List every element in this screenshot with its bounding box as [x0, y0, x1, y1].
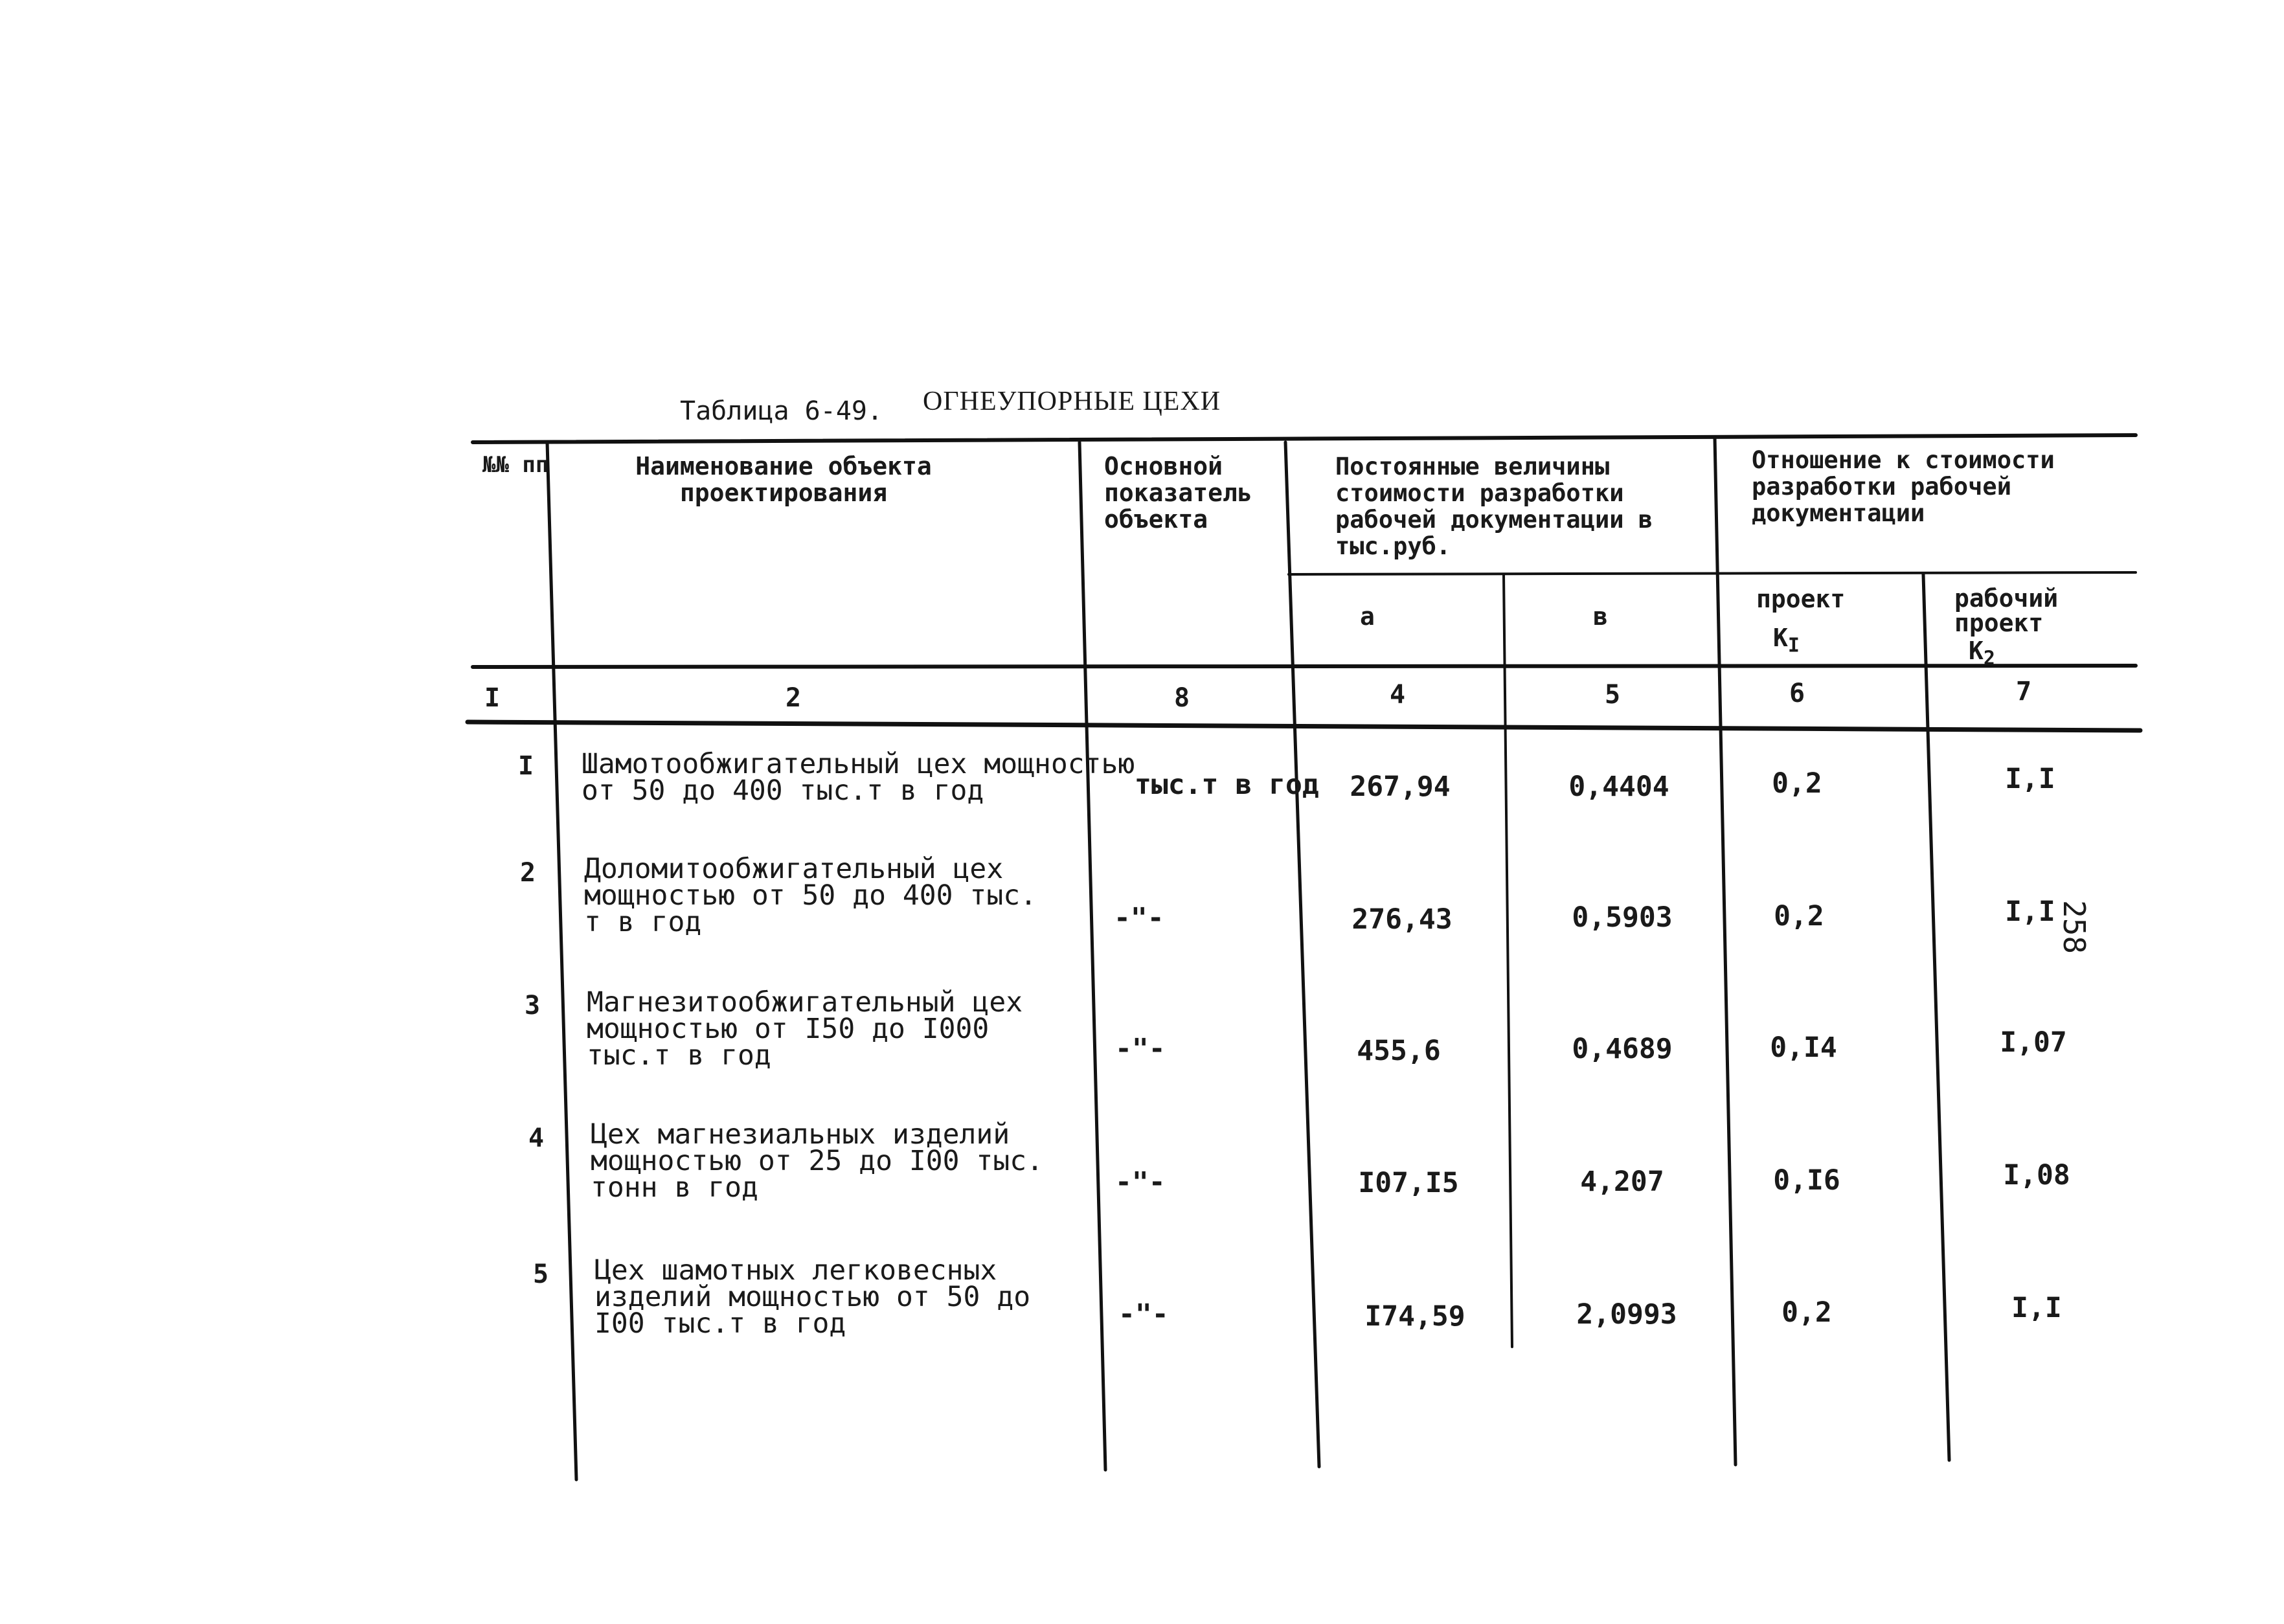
row-3-name-line-2: мощностью от I50 до I000 [587, 1013, 989, 1045]
row-5-value-v: 2,0993 [1576, 1298, 1677, 1331]
row-4-number: 4 [528, 1123, 545, 1153]
table-caption: Таблица 6-49. [680, 396, 883, 426]
row-1-name-line-2: от 50 до 400 тыс.т в год [582, 774, 984, 807]
row-3-value-v: 0,4689 [1572, 1033, 1673, 1065]
row-2-k2: I,I [2005, 896, 2055, 928]
header-k2: $К_2$ [1969, 637, 1995, 670]
column-number-5: 5 [1604, 680, 1621, 710]
row-1-k2: I,I [2005, 763, 2055, 795]
row-3-number: 3 [524, 991, 541, 1021]
row-5-name-line-2: изделий мощностью от 50 до [594, 1281, 1031, 1313]
row-1-indicator: тыс.т в год [1135, 769, 1319, 801]
row-1-value-v: 0,4404 [1568, 771, 1669, 803]
header-k1: $К_I$ [1773, 624, 1800, 657]
row-1-value-a: 267,94 [1350, 771, 1451, 803]
row-5-name-line-1: Цех шамотных легковесных [594, 1254, 997, 1287]
row-3-indicator: -"- [1115, 1033, 1166, 1065]
column-number-1: I [484, 683, 501, 713]
row-5-k1: 0,2 [1781, 1296, 1832, 1329]
row-5-k2: I,I [2011, 1292, 2062, 1324]
row-4-value-v: 4,207 [1580, 1166, 1664, 1198]
row-4-indicator: -"- [1115, 1166, 1166, 1199]
row-2-name-line-1: Доломитообжигательный цех [584, 853, 1004, 885]
header-ratio: Отношение к стоимости разработки рабочей документации [1752, 446, 2055, 527]
row-2-name-line-3: т в год [584, 906, 702, 938]
row-3-k2: I,07 [2000, 1026, 2067, 1059]
row-3-name-line-3: тыс.т в год [587, 1039, 771, 1072]
row-1-k1: 0,2 [1772, 767, 1822, 800]
column-number-7: 7 [2015, 677, 2032, 706]
row-2-number: 2 [519, 858, 536, 888]
row-4-name-line-2: мощностью от 25 до I00 тыс. [591, 1145, 1043, 1177]
row-1-number: I [517, 751, 534, 781]
header-project: проект [1756, 585, 1846, 613]
table-title: ОГНЕУПОРНЫЕ ЦЕХИ [923, 387, 1221, 416]
row-4-k1: 0,I6 [1773, 1164, 1840, 1197]
row-5-value-a: I74,59 [1364, 1300, 1465, 1333]
page-number: 258 [2057, 900, 2092, 954]
row-1-name-line-1: Шамотообжигательный цех мощностью [582, 748, 1135, 780]
row-4-value-a: I07,I5 [1358, 1167, 1459, 1199]
row-2-value-a: 276,43 [1351, 903, 1453, 936]
row-5-number: 5 [532, 1259, 549, 1289]
header-num: №№ пп [482, 452, 549, 478]
header-a: а [1360, 602, 1375, 631]
row-2-name-line-2: мощностью от 50 до 400 тыс. [584, 879, 1037, 912]
header-indicator: Основной показатель объекта [1104, 452, 1252, 534]
row-5-name-line-3: I00 тыс.т в год [594, 1307, 846, 1340]
header-name: Наименование объекта проектирования [635, 452, 932, 507]
row-4-name-line-1: Цех магнезиальных изделий [591, 1118, 1010, 1151]
row-3-value-a: 455,6 [1357, 1035, 1441, 1067]
column-number-4: 4 [1389, 680, 1406, 710]
header-v: в [1593, 602, 1608, 631]
row-2-k1: 0,2 [1774, 900, 1824, 932]
column-number-6: 6 [1789, 679, 1805, 708]
row-2-value-v: 0,5903 [1572, 901, 1673, 934]
row-4-name-line-3: тонн в год [591, 1171, 758, 1204]
column-number-2: 2 [785, 683, 802, 713]
row-5-indicator: -"- [1118, 1298, 1169, 1331]
column-number-3: 8 [1173, 683, 1190, 713]
row-3-k1: 0,I4 [1770, 1032, 1837, 1064]
row-3-name-line-1: Магнезитообжигательный цех [587, 986, 1023, 1019]
header-const-values: Постоянные величины стоимости разработки рабочей документации в тыс.руб. [1335, 453, 1653, 560]
header-working-project: рабочий проект [1954, 584, 2059, 637]
row-2-indicator: -"- [1114, 902, 1164, 934]
row-4-k2: I,08 [2003, 1159, 2070, 1191]
